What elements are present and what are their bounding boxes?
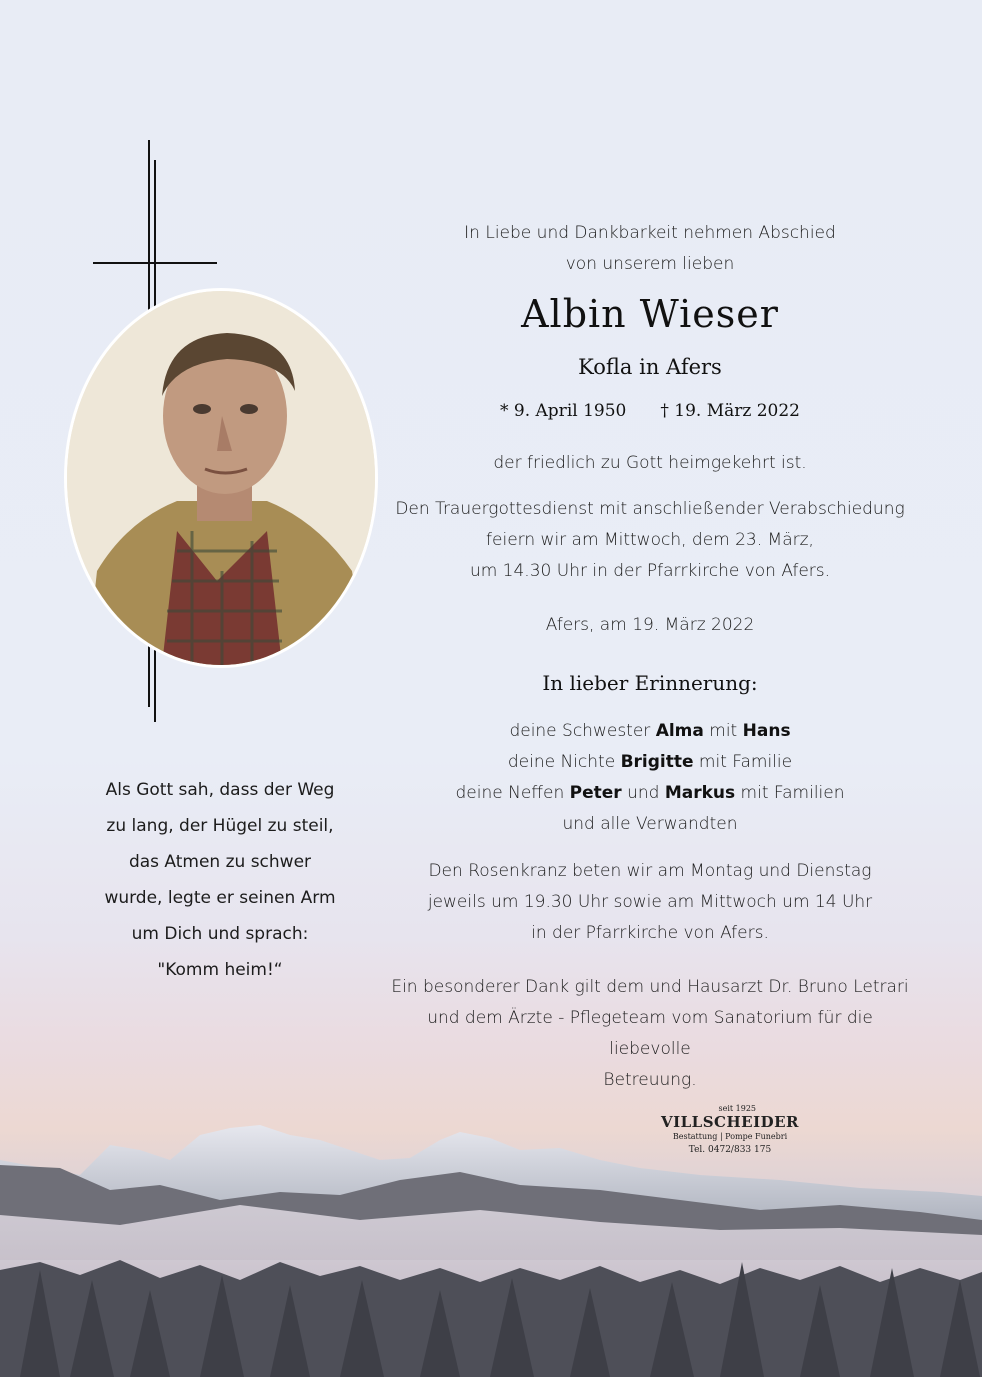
cross-horizontal-line [93, 262, 217, 264]
cross-vertical-line-right [154, 160, 156, 315]
thanks-line-3: Betreuung. [603, 1070, 697, 1090]
mourner-row-4: und alle Verwandten [562, 814, 738, 834]
service-text [390, 494, 910, 587]
poem-line-3: das Atmen zu schwer [128, 852, 312, 872]
logo-subtitle: Bestattung | Pompe Funebri [672, 1132, 788, 1141]
cross-lower-line-right [154, 642, 156, 722]
portrait-photo [64, 288, 378, 668]
rosary-line-2: jeweils um 19.30 Uhr sowie am Mittwoch um 14 Uhr [427, 892, 873, 912]
service-line-3: um 14.30 Uhr in der Pfarrkirche von Afers. [469, 561, 831, 581]
thanks-line-1: Ein besonderer Dank gilt dem und Hausarzt Dr. Bruno Letrari [391, 977, 909, 997]
rosary-line-1: Den Rosenkranz beten wir am Montag und Dienstag [428, 861, 872, 881]
portrait-illustration [67, 291, 375, 665]
birth-date: * 9. April 1950 [500, 401, 627, 421]
thanks-text [390, 972, 910, 1096]
logo-brand: VILLSCHEIDER [660, 1113, 800, 1131]
poem [90, 772, 350, 988]
thanks-line-2: und dem Ärzte - Pflegeteam vom Sanatorium für die liebevolle [427, 1008, 873, 1059]
poem-line-4: wurde, legte er seinen Arm [104, 888, 336, 908]
poem-line-5: um Dich und sprach: [131, 924, 309, 944]
cross-vertical-line-left [148, 140, 150, 315]
rosary-text [390, 856, 910, 949]
mourner-row-2: deine Nichte Brigitte mit Familie [507, 752, 793, 772]
poem-line-2: zu lang, der Hügel zu steil, [106, 816, 334, 836]
poem-line-6: "Komm heim!“ [157, 960, 283, 980]
cross-lower-line-left [148, 642, 150, 707]
deceased-place: Kofla in Afers [578, 355, 722, 379]
death-date: † 19. März 2022 [660, 401, 800, 421]
mourner-row-3: deine Neffen Peter und Markus mit Familien [455, 783, 845, 803]
intro-line-1: In Liebe und Dankbarkeit nehmen Abschied [464, 223, 836, 243]
intro-line-2: von unserem lieben [565, 254, 735, 274]
logo-since: seit 1925 [718, 1104, 756, 1113]
life-dates [390, 398, 910, 424]
funeral-home-logo [660, 1104, 800, 1157]
rosary-line-3: in der Pfarrkirche von Afers. [531, 923, 769, 943]
intro-text [390, 218, 910, 280]
memory-heading: In lieber Erinnerung: [542, 671, 758, 695]
service-line-1: Den Trauergottesdienst mit anschließender Verabschiedung [395, 499, 905, 519]
logo-phone: Tel. 0472/833 175 [688, 1145, 772, 1155]
place-date: Afers, am 19. März 2022 [545, 615, 755, 635]
mourners-list [390, 716, 910, 840]
deceased-name: Albin Wieser [521, 292, 779, 336]
poem-line-1: Als Gott sah, dass der Weg [105, 780, 335, 800]
service-line-2: feiern wir am Mittwoch, dem 23. März, [486, 530, 814, 550]
passing-text: der friedlich zu Gott heimgekehrt ist. [493, 453, 807, 473]
mourner-row-1: deine Schwester Alma mit Hans [509, 721, 791, 741]
